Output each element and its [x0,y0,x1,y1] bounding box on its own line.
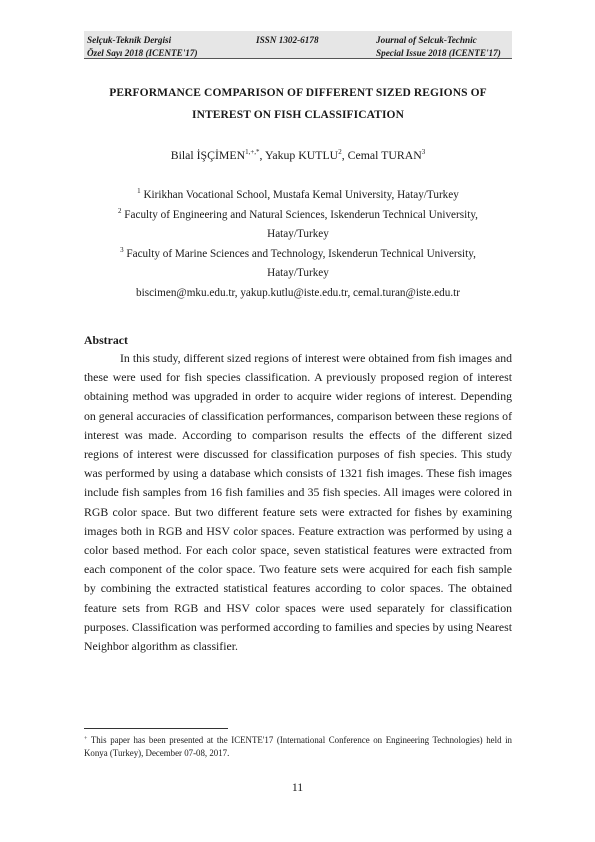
affiliation-2 [84,206,512,226]
footnote [84,734,512,759]
issue-tr: Özel Sayı 2018 (ICENTE'17) [87,47,198,58]
affiliation-sup: 2 [118,206,122,215]
author-sup: 3 [421,148,426,156]
abstract-heading: Abstract [84,333,128,347]
title-line-1: PERFORMANCE COMPARISON OF DIFFERENT SIZED REGIONS OF [109,87,487,99]
running-header [84,31,512,59]
affiliation-sup: 3 [120,245,124,254]
affiliations [84,186,512,303]
author-list: Bilal $İŞÇİMEN^{1,+,*}$, Yakup KUTLU$^2$, Cemal TURAN$^3$ [170,148,426,162]
paper-title [84,82,512,126]
email-list: biscimen@mku.edu.tr, yakup.kutlu@iste.edu.tr, cemal.turan@iste.edu.tr [136,286,460,299]
author-sup: 2 [338,148,342,156]
affiliation-1 [84,186,512,206]
footnote-text: This paper has been presented at the ICENTE'17 (International Conference on Engineering Technologies) held in Konya (Turkey), December 07-08, 2017. [84,735,512,758]
header-right [376,34,501,59]
affiliation-2-cont: Hatay/Turkey [267,228,329,240]
journal-name-tr: Selçuk-Teknik Dergisi [87,35,172,45]
author-name: Cemal TURAN [347,148,422,162]
abstract-body: In this study, different sized regions of interest were obtained from fish images and these were used for fish species classification. A previously proposed region of interest obtaining method was upgraded in order to acquire wider regions of interest. Depending on general accuracies of classification performances, comparison between these regions of interest was made. According to comparison results the effects of the different sized regions of interest were discussed for classification purposes of fish species. This study was performed by using a database which consists of 1321 fish images. These fish images include fish samples from 16 fish families and 35 fish species. All images were colored in RGB color space. But two different feature sets were extracted for fishes by examining images both in RGB and HSV color spaces. Feature extraction was performed by using a color based method. For each color space, seven statistical features were extracted from each component of the color space. Two feature sets were acquired for each fish sample by combining the extracted statistical features according to color spaces. The obtained feature sets from RGB and HSV color spaces were used separately for classification purposes. Classification was performed according to families and species by using Nearest Neighbor algorithm as classifier. [84,351,512,654]
title-line-2: INTEREST ON FISH CLASSIFICATION [192,109,404,121]
page-number: 11 [291,780,304,794]
affiliation-3-cont: Hatay/Turkey [267,267,329,279]
author-sup: 1,+,* [245,148,260,156]
header-center [256,34,319,47]
issue-en: Special Issue 2018 (ICENTE'17) [376,47,501,58]
affiliation-text: Faculty of Marine Sciences and Technology, Iskenderun Technical University, [126,247,476,260]
footnote-divider [84,728,228,729]
author-name: Yakup KUTLU [265,148,339,162]
header-left [87,34,198,59]
journal-name-en: Journal of Selcuk-Technic [376,35,477,45]
footnote-mark: + [84,736,88,742]
affiliation-sup: 1 [137,187,141,195]
author-name: Bilal İŞÇİMEN [170,148,246,162]
affiliation-text: Faculty of Engineering and Natural Sciences, Iskenderun Technical University, [124,208,478,221]
affiliation-3 [84,245,512,265]
affiliation-text: Kirikhan Vocational School, Mustafa Kemal University, Hatay/Turkey [143,189,459,201]
issn: ISSN 1302-6178 [256,35,319,45]
